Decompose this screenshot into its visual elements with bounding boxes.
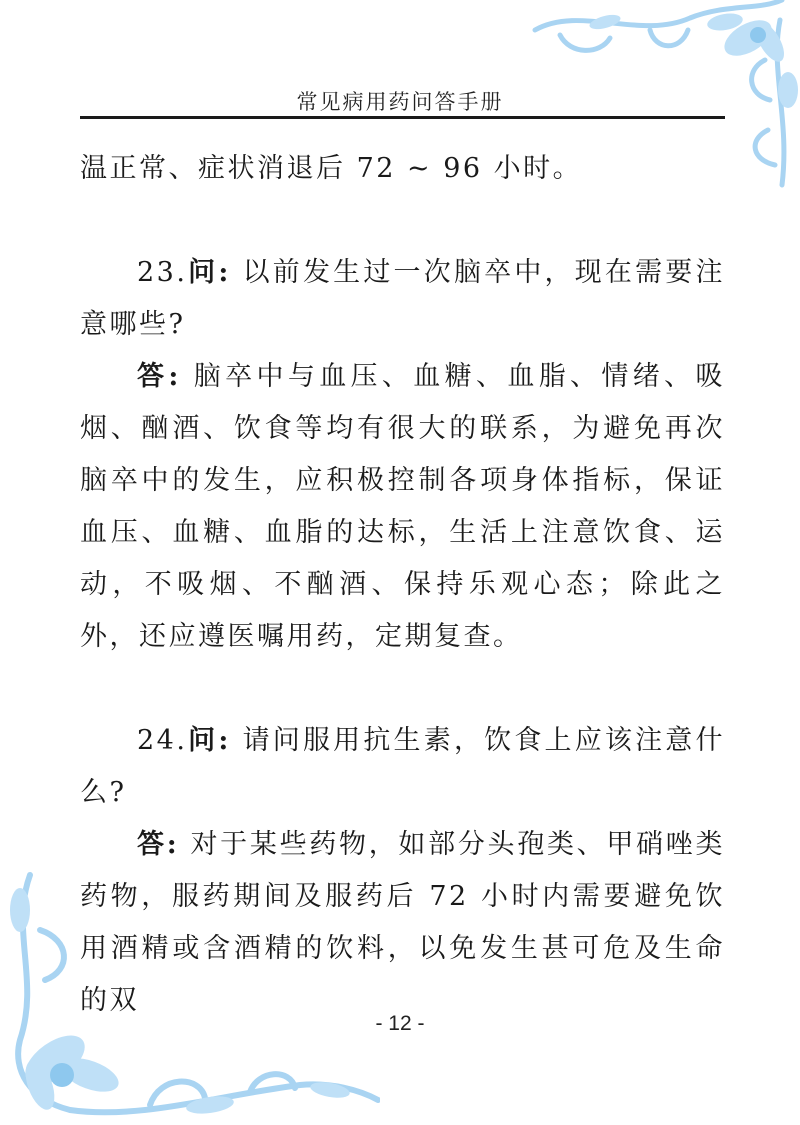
continuation-paragraph: 温正常、症状消退后 72 ~ 96 小时。 — [80, 153, 583, 184]
answer-24-text: 对于某些药物，如部分头孢类、甲硝唑类药物，服药期间及服药后 72 小时内需要避免饮用酒精或含酒精的饮料，以免发生甚可危及生命的双 — [80, 829, 725, 1016]
answer-23 — [80, 351, 725, 663]
answer-24-label: 答: — [137, 829, 180, 860]
question-23-label: 问: — [187, 257, 231, 288]
answer-23-text: 脑卒中与血压、血糖、血脂、情绪、吸烟、酗酒、饮食等均有很大的联系，为避免再次脑卒中的发生，应积极控制各项身体指标，保证血压、血糖、血脂的达标，生活上注意饮食、运动，不吸烟、不酗酒、保持乐观心态；除此之外，还应遵医嘱用药，定期复查。 — [80, 361, 725, 652]
question-24-label: 问: — [187, 725, 231, 756]
question-23-number: 23. — [137, 257, 188, 288]
header-rule — [80, 116, 725, 119]
question-24-number: 24. — [137, 725, 188, 756]
question-23 — [80, 247, 725, 351]
spacer — [80, 663, 725, 715]
answer-23-label: 答: — [137, 361, 181, 392]
spacer — [80, 195, 725, 247]
page-number: - 12 - — [375, 1012, 425, 1035]
answer-24 — [80, 819, 725, 1027]
header-title: 常见病用药问答手册 — [296, 90, 504, 114]
page-body — [80, 143, 725, 1027]
question-24-text: 请问服用抗生素，饮食上应该注意什么? — [80, 725, 725, 808]
question-23-text: 以前发生过一次脑卒中，现在需要注意哪些? — [80, 257, 725, 340]
question-24 — [80, 715, 725, 819]
